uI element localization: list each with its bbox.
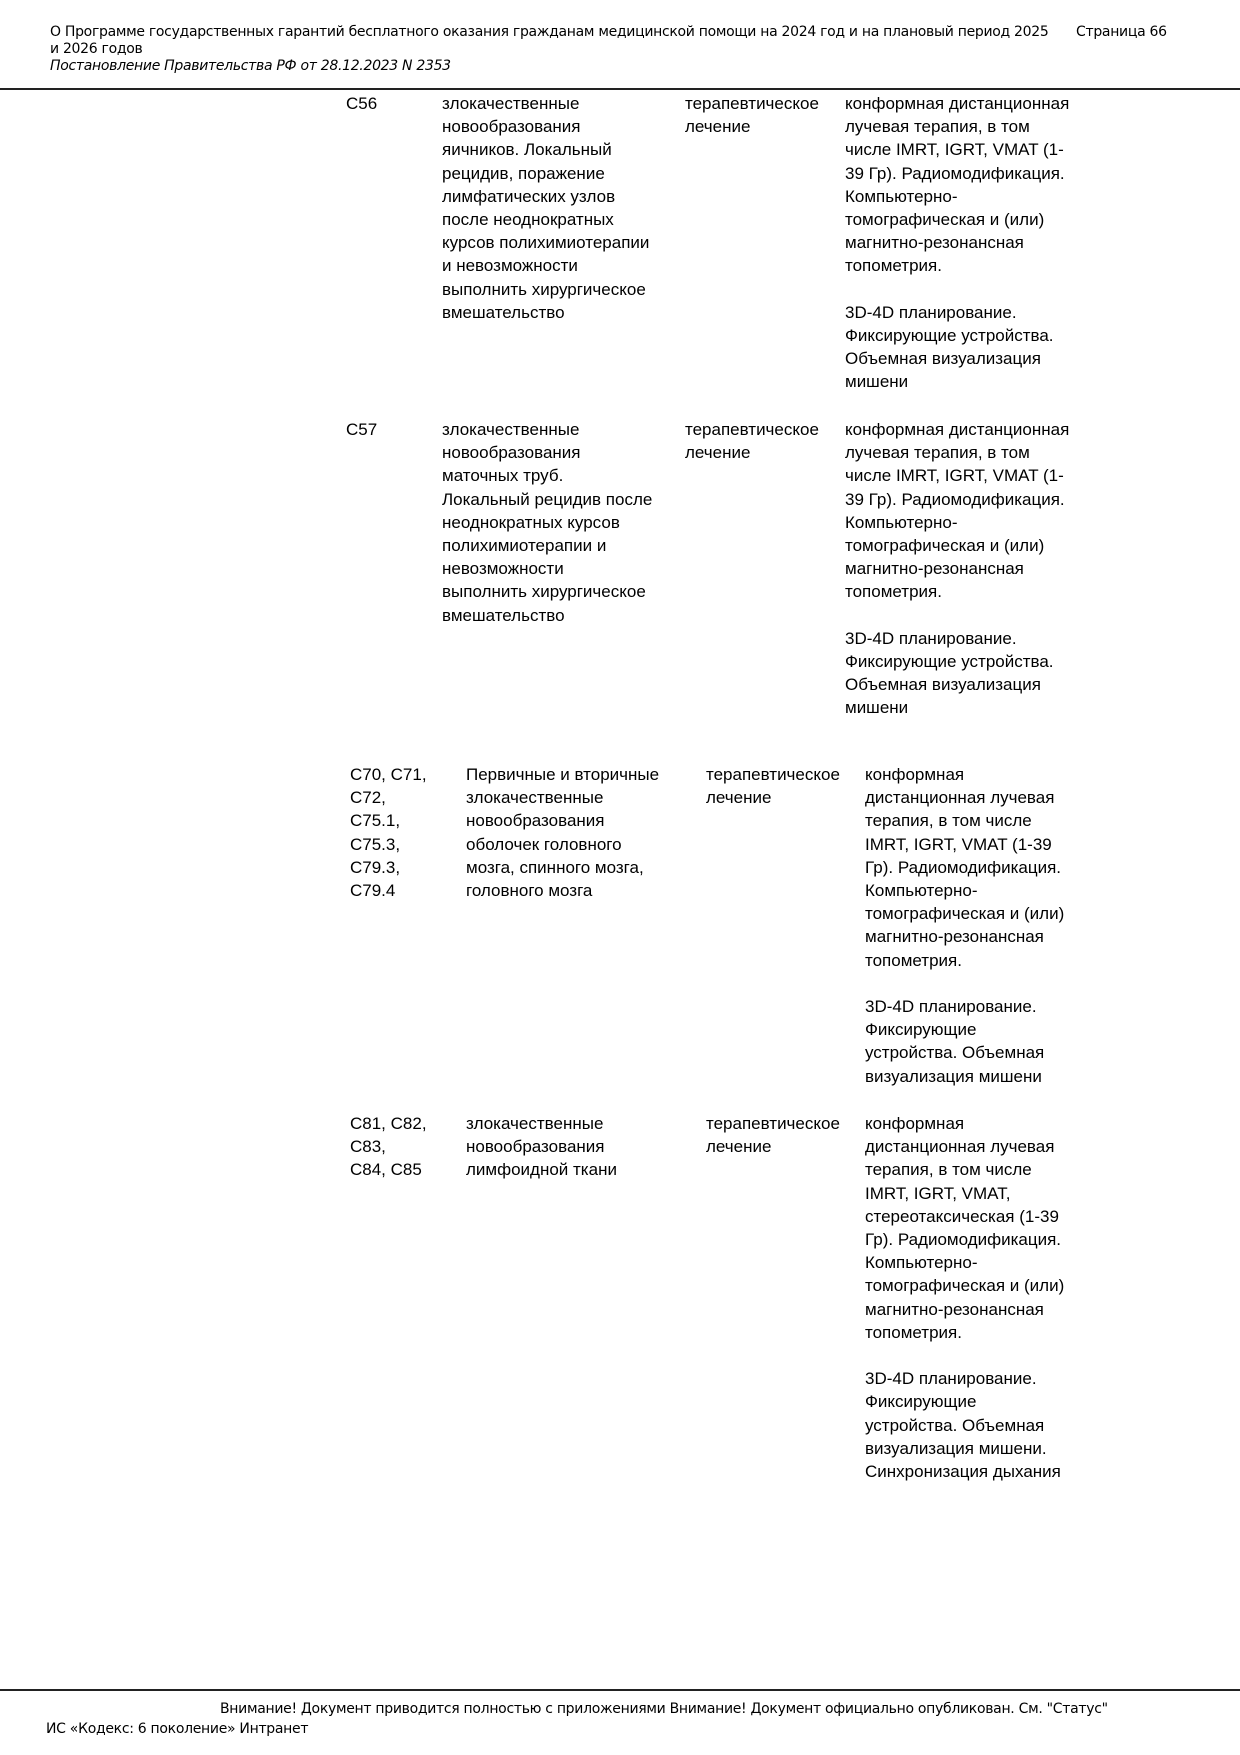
row-treatment: терапевтическое лечение <box>706 1114 840 1157</box>
footer-notice: Внимание! Документ приводится полностью с приложениями Внимание! Документ официально опубликован. См. "Статус" <box>220 1701 1108 1717</box>
row-code: C70, C71, C72, C75.1, C75.3, C79.3, C79.4 <box>350 765 427 901</box>
row-method: конформная дистанционная лучевая терапия, в том числе IMRT, IGRT, VMAT (1-39 Гр). Радиомодификация. Компьютерно- томографическая и (или) магнитно-резонансная топометрия. 3D-4D планирование. Фиксирующие устройства. Объемная визуализация мишени <box>865 765 1065 1086</box>
document-subtitle: Постановление Правительства РФ от 28.12.2023 N 2353 <box>50 58 451 74</box>
footer-divider <box>0 1689 1240 1691</box>
document-title: О Программе государственных гарантий бесплатного оказания гражданам медицинской помощи на 2024 год и на плановый период 2025 и 2026 годов <box>50 24 1049 57</box>
header-divider <box>0 88 1240 90</box>
row-method: конформная дистанционная лучевая терапия, в том числе IMRT, IGRT, VMAT (1- 39 Гр). Радиомодификация. Компьютерно- томографическая и (или) магнитно-резонансная топометрия. 3D-4D планирование. Фиксирующие устройства. Объемная визуализация мишени <box>845 420 1070 718</box>
page-number: Страница 66 <box>1076 24 1167 40</box>
row-diagnosis: злокачественные новообразования лимфоидной ткани <box>466 1114 617 1180</box>
footer-system: ИС «Кодекс: 6 поколение» Интранет <box>46 1721 309 1737</box>
row-diagnosis: Первичные и вторичные злокачественные новообразования оболочек головного мозга, спинного мозга, головного мозга <box>466 765 660 901</box>
row-method: конформная дистанционная лучевая терапия, в том числе IMRT, IGRT, VMAT, стереотаксическая (1-39 Гр). Радиомодификация. Компьютерно- томографическая и (или) магнитно-резонансная топометрия. 3D-4D планирование. Фиксирующие устройства. Объемная визуализация мишени. Синхронизация дыхания <box>865 1114 1065 1482</box>
row-diagnosis: злокачественные новообразования яичников. Локальный рецидив, поражение лимфатических узлов после неоднократных курсов полихимиотерапии и невозможности выполнить хирургическое вмешательство <box>442 94 650 322</box>
document-header <box>50 24 1060 75</box>
row-code: C81, C82, C83, C84, C85 <box>350 1114 427 1180</box>
row-treatment: терапевтическое лечение <box>685 94 819 137</box>
row-diagnosis: злокачественные новообразования маточных труб. Локальный рецидив после неоднократных курсов полихимиотерапии и невозможности выполнить хирургическое вмешательство <box>442 420 653 625</box>
row-treatment: терапевтическое лечение <box>706 765 840 808</box>
row-code: C57 <box>346 420 378 439</box>
row-treatment: терапевтическое лечение <box>685 420 819 463</box>
row-method: конформная дистанционная лучевая терапия, в том числе IMRT, IGRT, VMAT (1- 39 Гр). Радиомодификация. Компьютерно- томографическая и (или) магнитно-резонансная топометрия. 3D-4D планирование. Фиксирующие устройства. Объемная визуализация мишени <box>845 94 1070 392</box>
row-code: C56 <box>346 94 378 113</box>
